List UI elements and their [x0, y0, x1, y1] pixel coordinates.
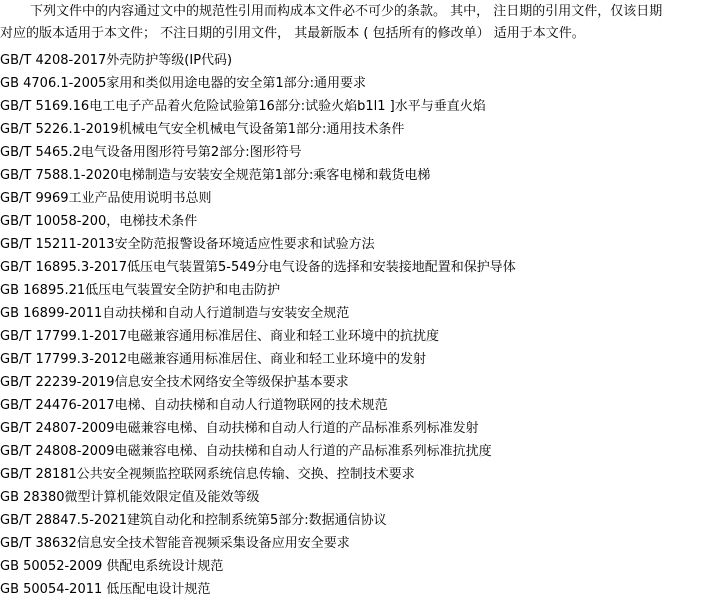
reference-item: GB/T 16895.3-2017低压电气装置第5-549分电气设备的选择和安装接地配置和保护导体 — [0, 260, 516, 275]
reference-item: GB/T 5465.2电气设备用图形符号第2部分:图形符号 — [0, 145, 302, 160]
intro-line-1: 下列文件中的内容通过文中的规范性引用而构成本文件必不可少的条款。 其中， 注日期的引用文件，仅该日期 — [30, 4, 663, 19]
normative-references-list — [0, 49, 516, 601]
reference-item: GB/T 28847.5-2021建筑自动化和控制系统第5部分:数据通信协议 — [0, 513, 387, 528]
reference-item: GB/T 28181公共安全视频监控联网系统信息传输、交换、控制技术要求 — [0, 467, 415, 482]
intro-paragraph — [0, 1, 713, 45]
reference-item: GB/T 22239-2019信息安全技术网络安全等级保护基本要求 — [0, 375, 349, 390]
reference-item: GB 50052-2009 供配电系统设计规范 — [0, 559, 224, 574]
reference-item: GB 28380微型计算机能效限定值及能效等级 — [0, 490, 260, 505]
reference-item: GB/T 15211-2013安全防范报警设备环境适应性要求和试验方法 — [0, 237, 375, 252]
reference-item: GB 16899-2011自动扶梯和自动人行道制造与安装安全规范 — [0, 306, 350, 321]
reference-item: GB/T 24807-2009电磁兼容电梯、自动扶梯和自动人行道的产品标准系列标准发射 — [0, 421, 479, 436]
reference-item: GB/T 38632信息安全技术智能音视频采集设备应用安全要求 — [0, 536, 350, 551]
reference-item: GB/T 24476-2017电梯、自动扶梯和自动人行道物联网的技术规范 — [0, 398, 388, 413]
reference-item: GB 4706.1-2005家用和类似用途电器的安全第1部分:通用要求 — [0, 76, 367, 91]
reference-item: GB/T 17799.1-2017电磁兼容通用标准居住、商业和轻工业环境中的抗扰度 — [0, 329, 439, 344]
reference-item: GB/T 17799.3-2012电磁兼容通用标准居住、商业和轻工业环境中的发射 — [0, 352, 426, 367]
reference-item: GB 50054-2011 低压配电设计规范 — [0, 582, 211, 597]
reference-item: GB 16895.21低压电气装置安全防护和电击防护 — [0, 283, 281, 298]
reference-item: GB/T 4208-2017外壳防护等级(IP代码) — [0, 53, 233, 68]
reference-item: GB/T 5169.16电工电子产品着火危险试验第16部分:试验火焰b1l1 ]水平与垂直火焰 — [0, 99, 486, 114]
reference-item: GB/T 9969工业产品使用说明书总则 — [0, 191, 212, 206]
reference-item: GB/T 5226.1-2019机械电气安全机械电气设备第1部分:通用技术条件 — [0, 122, 405, 137]
intro-line-2: 对应的版本适用于本文件； 不注日期的引用文件， 其最新版本 ( 包括所有的修改单） 适用于本文件。 — [0, 26, 585, 41]
reference-item: GB/T 10058-200，电梯技术条件 — [0, 214, 198, 229]
reference-item: GB/T 7588.1-2020电梯制造与安装安全规范第1部分:乘客电梯和载货电梯 — [0, 168, 431, 183]
reference-item: GB/T 24808-2009电磁兼容电梯、自动扶梯和自动人行道的产品标准系列标准抗扰度 — [0, 444, 492, 459]
